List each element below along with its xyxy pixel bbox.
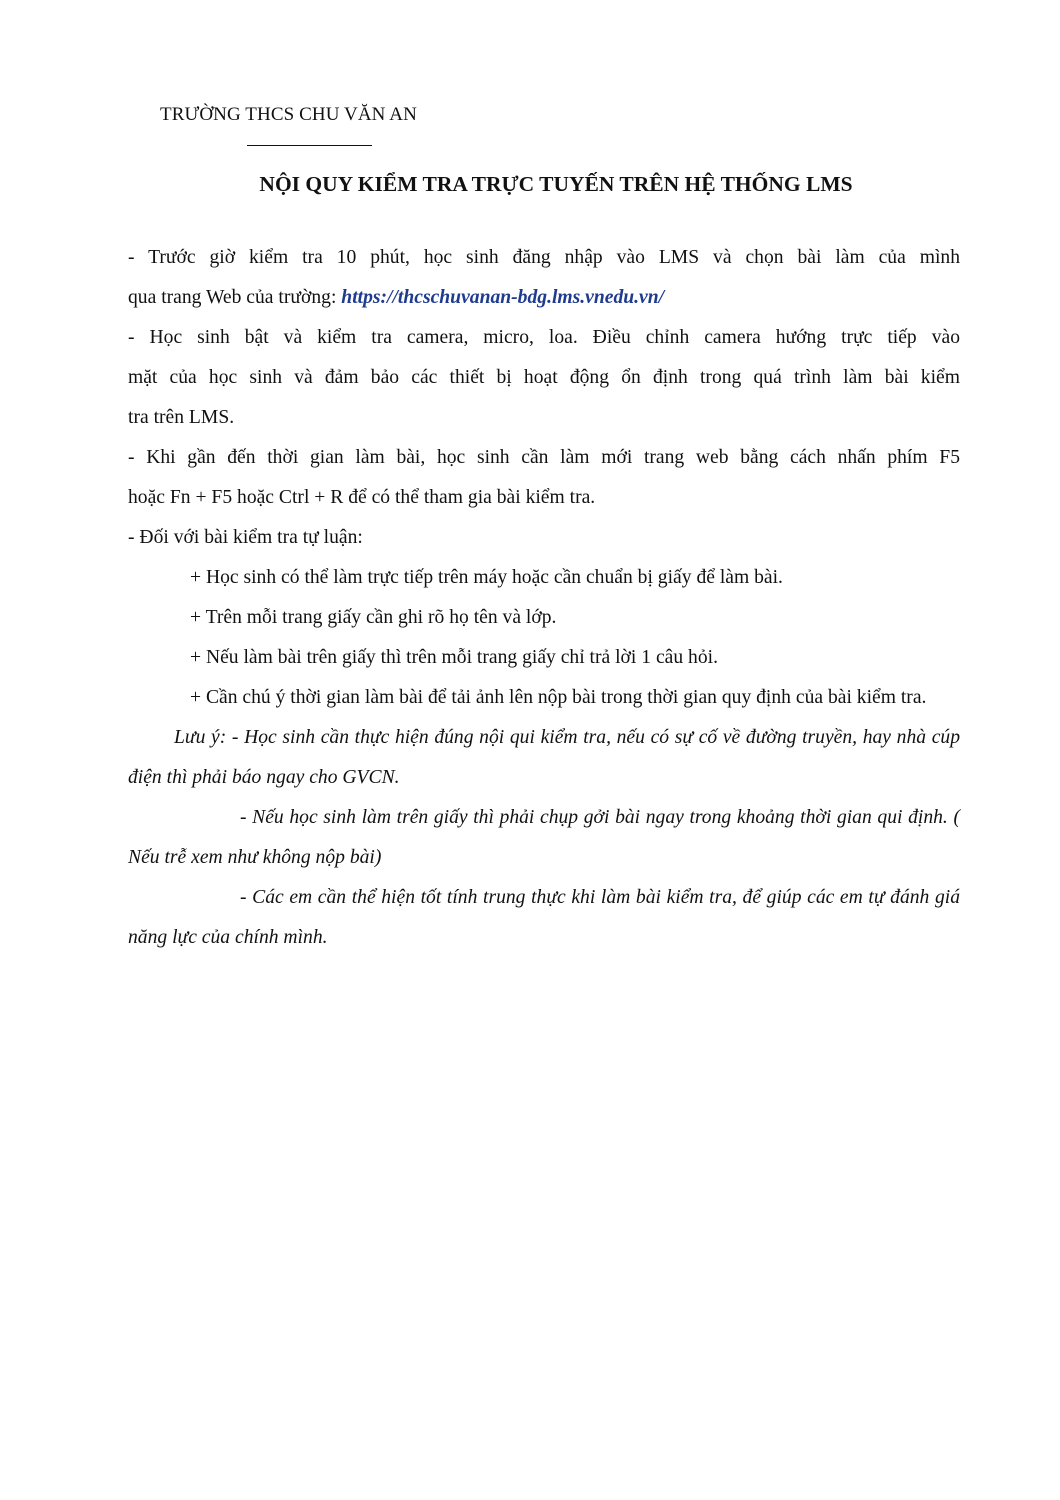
document-title: NỘI QUY KIỂM TRA TRỰC TUYẾN TRÊN HỆ THỐNG LMS [259,172,853,196]
rules-body [128,238,960,958]
note-paper-submission: - Nếu học sinh làm trên giấy thì phải chụp gởi bài ngay trong khoảng thời gian qui định. ( Nếu trễ xem như không nộp bài) [128,807,960,868]
rule-login-line-1: - Trước giờ kiểm tra 10 phút, học sinh đăng nhập vào LMS và chọn bài làm của mình [128,247,960,268]
rule-devices-line-3: tra trên LMS. [128,407,235,428]
rule-refresh-line-2: hoặc Fn + F5 hoặc Ctrl + R để có thể tham gia bài kiểm tra. [128,487,596,508]
essay-item: + Nếu làm bài trên giấy thì trên mỗi trang giấy chỉ trả lời 1 câu hỏi. [190,647,718,668]
note-connection: Lưu ý: - Học sinh cần thực hiện đúng nội qui kiểm tra, nếu có sự cố về đường truyền, hay nhà cúp điện thì phải báo ngay cho GVCN. [128,727,960,788]
school-name-underline [247,145,372,146]
rule-login-line-2-prefix: qua trang Web của trường: [128,287,342,308]
school-name: TRƯỜNG THCS CHU VĂN AN [160,104,417,125]
school-lms-link[interactable]: https://thcschuvanan-bdg.lms.vnedu.vn/ [341,287,665,308]
rule-login [128,238,960,318]
essay-item: + Trên mỗi trang giấy cần ghi rõ họ tên và lớp. [190,607,557,628]
note-honesty: - Các em cần thể hiện tốt tính trung thực khi làm bài kiểm tra, để giúp các em tự đánh giá năng lực của chính mình. [128,887,960,948]
essay-item: + Học sinh có thể làm trực tiếp trên máy hoặc cần chuẩn bị giấy để làm bài. [190,567,783,588]
rule-refresh [128,438,960,518]
rule-essay-heading: - Đối với bài kiểm tra tự luận: [128,527,363,548]
rule-devices [128,318,960,438]
rule-devices-line-1: - Học sinh bật và kiểm tra camera, micro, loa. Điều chỉnh camera hướng trực tiếp vào [128,327,960,348]
rule-devices-line-2: mặt của học sinh và đảm bảo các thiết bị hoạt động ổn định trong quá trình làm bài kiểm [128,367,960,388]
essay-item: + Cần chú ý thời gian làm bài để tải ảnh lên nộp bài trong thời gian quy định của bài kiểm tra. [190,687,927,708]
rule-refresh-line-1: - Khi gần đến thời gian làm bài, học sinh cần làm mới trang web bằng cách nhấn phím F5 [128,447,960,468]
